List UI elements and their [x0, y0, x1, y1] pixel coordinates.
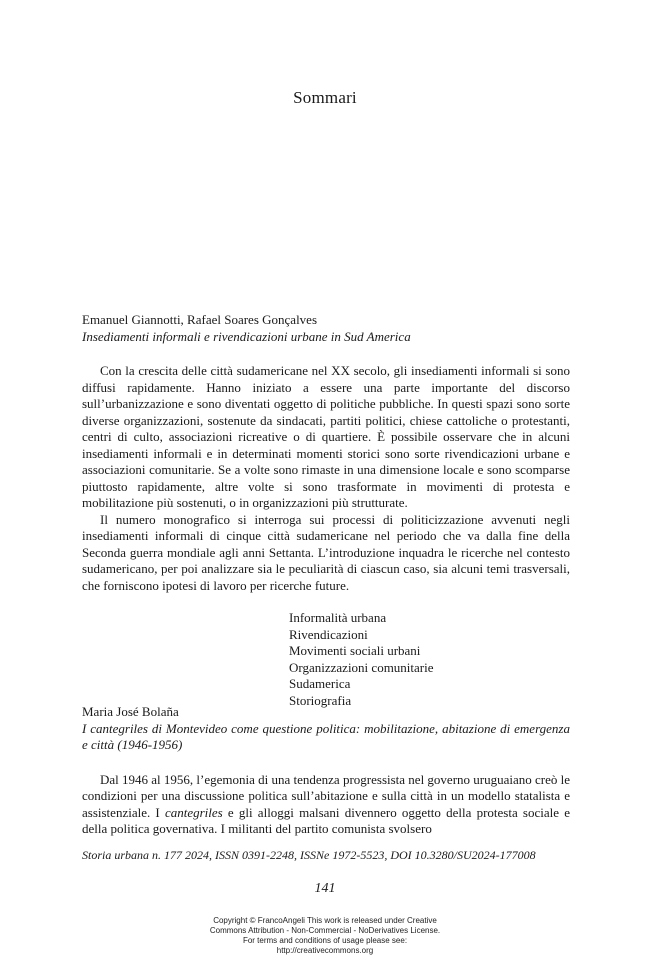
license-link[interactable]: http://creativecommons.org: [276, 946, 374, 955]
license-line: For terms and conditions of usage please see:: [242, 936, 408, 945]
abstract-emphasis: cantegriles: [164, 804, 223, 820]
abstract-paragraph: Con la crescita delle città sudamericane nel XX secolo, gli insediamenti informali si sono diffusi rapidamente. Hanno iniziato a essere una parte importante del discorso sull’urbanizzazione e sono diventati oggetto di politiche pubbliche. In questi spazi sono sorte diverse organizzazioni, sostenute da sindacati, partiti politici, chiese cattoliche o protestanti, centri di culto, associazioni ricreative o di quartiere. È possibile osservare che in alcuni insediamenti informali e in determinati momenti storici sono sorte rivendicazioni urbane e associazioni comunitarie. Se a volte sono rimaste in una dimensione locale e sono scomparse piuttosto rapidamente, altre volte si sono trasformate in movimenti di protesta e mobilitazione più sostenuti, o in organizzazioni più strutturate.: [82, 363, 570, 510]
page-title: Sommari: [293, 88, 357, 107]
abstract-paragraph: Il numero monografico si interroga sui processi di politicizzazione avvenuti negli insediamenti informali di cinque città sudamericane nel periodo che va dalla fine della Seconda guerra mondiale agli anni Settanta. L’introduzione inquadra le ricerche nel contesto sudamericano, per poi analizzare sia le peculiarità di ciascun caso, sia alcuni temi trasversali, che forniscono ipotesi di lavoro per ricerche future.: [82, 511, 570, 593]
license-line: Copyright © FrancoAngeli This work is released under Creative: [213, 916, 437, 925]
abstract-paragraph: [82, 772, 570, 838]
keyword-item: Organizzazioni comunitarie: [289, 659, 434, 675]
keyword-item: Storiografia: [289, 692, 352, 708]
article-title: I cantegriles di Montevideo come questione politica: mobilitazione, abitazione di emergenza e città (1946-1956): [82, 720, 570, 752]
abstract-text: Dal 1946 al 1956, l’egemonia di una tendenza progressista nel governo uruguaiano creò le condizioni per una discussione politica sull’abitazione e sulla città in un modello statalista e assistenziale. I: [82, 771, 571, 820]
keyword-item: Sudamerica: [289, 676, 351, 691]
article-abstract: [82, 772, 570, 838]
keyword-list: [82, 610, 570, 709]
keyword-item: Movimenti sociali urbani: [289, 643, 421, 658]
article-summary-1: [82, 312, 570, 709]
license-notice: [0, 916, 650, 956]
keyword-item: Rivendicazioni: [289, 626, 368, 642]
article-authors: Maria José Bolaña: [82, 704, 179, 719]
page-number: 141: [314, 881, 336, 896]
license-line: Commons Attribution - Non-Commercial - NoDerivatives License.: [209, 926, 441, 935]
article-authors: Emanuel Giannotti, Rafael Soares Gonçalves: [82, 312, 318, 327]
journal-citation: Storia urbana n. 177 2024, ISSN 0391-2248, ISSNe 1972-5523, DOI 10.3280/SU2024-177008: [82, 848, 536, 862]
keyword-item: Informalità urbana: [289, 610, 387, 625]
article-abstract: [82, 363, 570, 594]
article-title: Insediamenti informali e rivendicazioni urbane in Sud America: [82, 328, 411, 344]
abstract-text: e gli alloggi malsani divennero oggetto della protesta sociale e della politica governativa. I militanti del partito comunista svolsero: [82, 804, 570, 836]
article-summary-2: [82, 704, 570, 838]
